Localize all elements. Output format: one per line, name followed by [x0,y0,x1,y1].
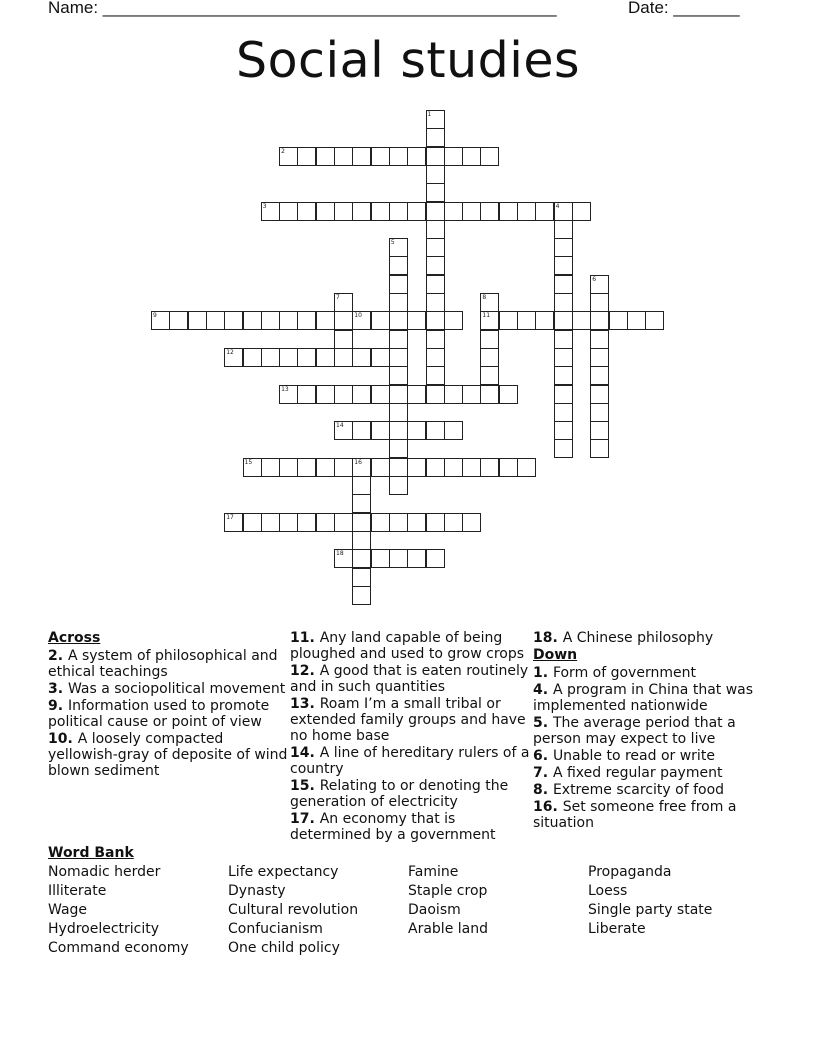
clue-text: The average period that a person may expect to live [533,715,736,747]
crossword-cell[interactable] [426,128,445,147]
crossword-cell[interactable] [371,311,390,330]
word-bank-item: Arable land [408,921,488,937]
clue-number: 4. [533,682,553,698]
clue-number: 12 [226,348,234,356]
word-bank-item: Cultural revolution [228,902,359,918]
clue-number: 6 [592,275,597,283]
word-bank-item: Famine [408,864,459,880]
crossword-cell[interactable] [480,293,499,312]
crossword-cell[interactable] [389,311,408,330]
crossword-cell[interactable] [462,202,481,221]
crossword-cell[interactable] [590,275,609,294]
crossword-cell[interactable] [389,330,408,349]
crossword-cell[interactable] [480,330,499,349]
clue-number: 13. [290,696,320,712]
crossword-cell[interactable] [352,586,371,605]
down-clue [533,765,763,781]
clue-number: 15. [290,778,320,794]
crossword-cell[interactable] [316,348,335,367]
clue-number: 11 [482,312,491,320]
clue-number: 1. [533,665,553,681]
crossword-cell[interactable] [371,385,390,404]
across-heading: Across [48,630,101,646]
clue-number: 4 [555,202,560,210]
crossword-cell[interactable] [572,311,591,330]
clue-text: A loosely compacted yellowish-gray of deposite of wind blown sediment [48,731,288,779]
crossword-cell[interactable] [389,275,408,294]
crossword-cell[interactable] [590,348,609,367]
crossword-cell[interactable] [426,165,445,184]
crossword-cell[interactable] [590,385,609,404]
crossword-cell[interactable] [243,311,262,330]
crossword-cell[interactable] [426,147,445,166]
crossword-cell[interactable] [389,458,408,477]
page-title: Social studies [235,32,581,89]
clue-text: A Chinese philosophy [562,630,714,646]
crossword-cell[interactable] [279,385,298,404]
crossword-cell[interactable] [480,311,499,330]
across-clue [290,630,530,662]
crossword-cell[interactable] [243,348,262,367]
crossword-cell[interactable] [224,513,243,532]
clue-number: 5. [533,715,553,731]
crossword-cell[interactable] [554,330,573,349]
crossword-cell[interactable] [334,293,353,312]
crossword-cell[interactable] [261,348,280,367]
crossword-cell[interactable] [334,348,353,367]
crossword-cell[interactable] [243,513,262,532]
crossword-cell[interactable] [517,202,536,221]
clue-text: A system of philosophical and ethical teachings [48,648,278,680]
crossword-cell[interactable] [426,311,445,330]
crossword-cell[interactable] [279,348,298,367]
crossword-cell[interactable] [261,513,280,532]
crossword-cell[interactable] [169,311,188,330]
crossword-cell[interactable] [590,421,609,440]
crossword-cell[interactable] [554,421,573,440]
crossword-cell[interactable] [389,202,408,221]
clue-text: Extreme scarcity of food [552,782,725,798]
crossword-cell[interactable] [261,311,280,330]
crossword-cell[interactable] [316,385,335,404]
word-bank-item: Single party state [588,902,713,918]
down-clue [533,782,763,798]
crossword-cell[interactable] [444,147,463,166]
crossword-cell[interactable] [480,202,499,221]
crossword-cell[interactable] [426,348,445,367]
crossword-cell[interactable] [389,513,408,532]
crossword-cell[interactable] [407,202,426,221]
across-clue [290,745,530,777]
down-clue [533,715,763,747]
crossword-cell[interactable] [462,385,481,404]
across-clue [48,731,288,779]
across-column-2 [290,630,530,844]
clue-number: 8 [482,294,487,301]
crossword-cell[interactable] [371,147,390,166]
crossword-cell[interactable] [352,385,371,404]
crossword-cell[interactable] [352,568,371,587]
crossword-cell[interactable] [572,202,591,221]
crossword-cell[interactable] [188,311,207,330]
clue-text: Any land capable of being ploughed and used to grow crops [290,630,525,662]
crossword-cell[interactable] [371,458,390,477]
clue-number: 3. [48,681,68,697]
crossword-cell[interactable] [462,147,481,166]
crossword-cell[interactable] [151,311,170,330]
crossword-cell[interactable] [297,311,316,330]
crossword-cell[interactable] [389,348,408,367]
clue-text: Form of government [552,665,696,681]
crossword-cell[interactable] [609,311,628,330]
crossword-cell[interactable] [334,202,353,221]
crossword-cell[interactable] [554,348,573,367]
crossword-cell[interactable] [352,494,371,513]
crossword-cell[interactable] [389,366,408,385]
word-bank-item: Command economy [48,940,189,956]
clue-number: 5 [390,239,395,247]
clue-text: Information used to promote political cause or point of view [48,698,270,730]
clue-number: 13 [281,385,289,393]
crossword-cell[interactable] [334,311,353,330]
crossword-cell[interactable] [444,421,463,440]
crossword-cell[interactable] [261,458,280,477]
crossword-cell[interactable] [297,385,316,404]
crossword-cell[interactable] [554,385,573,404]
crossword-cell[interactable] [480,385,499,404]
down-clue [533,682,763,714]
crossword-cell[interactable] [389,421,408,440]
clue-number: 18 [336,550,344,558]
crossword-cell[interactable] [352,513,371,532]
crossword-cell[interactable] [554,238,573,257]
clue-text: Set someone free from a situation [533,799,737,831]
crossword-cell[interactable] [444,513,463,532]
word-bank-heading: Word Bank [48,845,134,861]
crossword-cell[interactable] [590,330,609,349]
clue-text: Unable to read or write [552,748,715,764]
crossword-cell[interactable] [407,311,426,330]
crossword-cell[interactable] [517,458,536,477]
crossword-cell[interactable] [352,531,371,550]
crossword-cell[interactable] [371,421,390,440]
crossword-cell[interactable] [334,385,353,404]
crossword-cell[interactable] [334,147,353,166]
crossword-cell[interactable] [426,513,445,532]
clue-number: 9 [153,312,157,320]
clue-number: 7 [336,294,340,301]
crossword-cell[interactable] [261,202,280,221]
crossword-cell[interactable] [389,293,408,312]
crossword-cell[interactable] [352,147,371,166]
crossword-cell[interactable] [407,513,426,532]
crossword-cell[interactable] [297,458,316,477]
crossword-cell[interactable] [554,439,573,458]
crossword-cell[interactable] [499,385,518,404]
crossword-cell[interactable] [590,311,609,330]
crossword-cell[interactable] [389,147,408,166]
clue-text: An economy that is determined by a government [290,811,496,843]
crossword-cell[interactable] [590,439,609,458]
word-bank-item: Daoism [408,902,461,918]
crossword-cell[interactable] [389,549,408,568]
crossword-cell[interactable] [389,238,408,257]
crossword-cell[interactable] [316,513,335,532]
crossword-cell[interactable] [407,147,426,166]
clue-number: 17. [290,811,320,827]
word-bank-item: Liberate [588,921,646,937]
crossword-cell[interactable] [279,147,298,166]
crossword-cell[interactable] [499,202,518,221]
crossword-cell[interactable] [316,147,335,166]
word-bank-item: Nomadic herder [48,864,161,880]
crossword-cell[interactable] [426,293,445,312]
crossword-cell[interactable] [590,293,609,312]
crossword-cell[interactable] [352,202,371,221]
across-clue [290,696,530,744]
crossword-cell[interactable] [297,348,316,367]
word-bank-item: One child policy [228,940,340,956]
crossword-cell[interactable] [407,421,426,440]
crossword-cell[interactable] [334,458,353,477]
clue-text: A line of hereditary rulers of a country [290,745,530,777]
crossword-cell[interactable] [554,293,573,312]
down-clue [533,799,763,831]
clue-number: 10. [48,731,78,747]
down-heading: Down [533,647,578,663]
clue-number: 18. [533,630,563,646]
clue-number: 1 [427,111,432,118]
crossword-cell[interactable] [480,147,499,166]
clue-number: 6. [533,748,553,764]
crossword-cell[interactable] [316,311,335,330]
crossword-cell[interactable] [499,311,518,330]
word-bank-item: Hydroelectricity [48,921,160,937]
crossword-cell[interactable] [554,202,573,221]
crossword-cell[interactable] [371,549,390,568]
crossword-cell[interactable] [352,458,371,477]
crossword-cell[interactable] [279,458,298,477]
crossword-cell[interactable] [554,275,573,294]
clue-number: 14. [290,745,320,761]
crossword-cell[interactable] [426,238,445,257]
crossword-cell[interactable] [224,348,243,367]
crossword-cell[interactable] [444,202,463,221]
crossword-cell[interactable] [279,513,298,532]
crossword-cell[interactable] [426,421,445,440]
down-column [533,630,763,832]
crossword-cell[interactable] [462,513,481,532]
crossword-cell[interactable] [352,348,371,367]
crossword-cell[interactable] [334,421,353,440]
crossword-cell[interactable] [279,202,298,221]
clue-number: 7. [533,765,553,781]
crossword-cell[interactable] [444,311,463,330]
across-clue [48,698,288,730]
crossword-cell[interactable] [444,458,463,477]
clue-number: 15 [244,458,253,466]
crossword-cell[interactable] [407,549,426,568]
clue-number: 16 [354,458,362,466]
crossword-cell[interactable] [389,385,408,404]
word-bank-item: Staple crop [408,883,488,899]
clue-number: 2 [281,147,285,155]
across-clue [290,778,530,810]
word-bank-item: Wage [48,902,88,918]
crossword-cell[interactable] [554,366,573,385]
across-clue [533,630,763,646]
crossword-cell[interactable] [316,458,335,477]
across-clue [48,648,288,680]
crossword-cell[interactable] [426,220,445,239]
crossword-cell[interactable] [462,458,481,477]
crossword-cell[interactable] [554,220,573,239]
crossword-cell[interactable] [426,183,445,202]
clue-number: 9. [48,698,68,714]
crossword-cell[interactable] [426,366,445,385]
crossword-cell[interactable] [444,385,463,404]
crossword-cell[interactable] [480,458,499,477]
word-bank-item: Life expectancy [228,864,339,880]
clue-text: A fixed regular payment [552,765,723,781]
across-column-1 [48,630,288,780]
crossword-cell[interactable] [554,311,573,330]
crossword-cell[interactable] [334,513,353,532]
crossword-cell[interactable] [426,202,445,221]
clue-number: 14 [336,422,344,430]
crossword-cell[interactable] [334,549,353,568]
crossword-cell[interactable] [352,476,371,495]
crossword-cell[interactable] [554,256,573,275]
crossword-cell[interactable] [279,311,298,330]
crossword-cell[interactable] [517,311,536,330]
crossword-cell[interactable] [480,366,499,385]
crossword-cell[interactable] [407,458,426,477]
crossword-cell[interactable] [389,439,408,458]
clue-number: 2. [48,648,68,664]
clue-text: A program in China that was implemented nationwide [533,682,754,714]
crossword-cell[interactable] [297,202,316,221]
crossword-cell[interactable] [224,311,243,330]
crossword-cell[interactable] [352,421,371,440]
crossword-cell[interactable] [243,458,262,477]
across-clue [48,681,288,697]
crossword-cell[interactable] [297,513,316,532]
crossword-cell[interactable] [535,202,554,221]
crossword-cell[interactable] [499,458,518,477]
clue-number: 16. [533,799,563,815]
clue-number: 10 [354,312,362,320]
crossword-cell[interactable] [426,385,445,404]
crossword-cell[interactable] [352,311,371,330]
crossword-cell[interactable] [297,147,316,166]
down-clue [533,748,763,764]
across-clue [290,663,530,695]
clue-text: Relating to or denoting the generation of electricity [290,778,509,810]
crossword-cell[interactable] [426,549,445,568]
crossword-cell[interactable] [426,275,445,294]
down-clue [533,665,763,681]
clue-text: A good that is eaten routinely and in such quantities [290,663,529,695]
crossword-cell[interactable] [371,513,390,532]
clue-number: 3 [262,202,267,210]
word-bank-item: Illiterate [48,883,107,899]
clue-number: 8. [533,782,553,798]
crossword-cell[interactable] [426,330,445,349]
clue-number: 11. [290,630,320,646]
word-bank-item: Propaganda [588,864,672,880]
crossword-cell[interactable] [554,403,573,422]
crossword-cell[interactable] [352,549,371,568]
clue-text: Roam I’m a small tribal or extended family groups and have no home base [290,696,526,744]
word-bank-item: Loess [588,883,628,899]
crossword-cell[interactable] [371,348,390,367]
crossword-cell[interactable] [389,476,408,495]
crossword-cell[interactable] [389,403,408,422]
clue-number: 17 [226,513,234,521]
word-bank-item: Confucianism [228,921,323,937]
crossword-cell[interactable] [535,311,554,330]
crossword-cell[interactable] [480,348,499,367]
word-bank-item: Dynasty [228,883,286,899]
crossword-cell[interactable] [645,311,664,330]
clue-number: 12. [290,663,320,679]
crossword-cell[interactable] [334,330,353,349]
across-clue [290,811,530,843]
crossword-cell[interactable] [371,202,390,221]
crossword-cell[interactable] [389,256,408,275]
crossword-cell[interactable] [316,202,335,221]
crossword-cell[interactable] [426,256,445,275]
name-field[interactable]: Name: ________________________________________________ [48,0,557,17]
crossword-cell[interactable] [590,366,609,385]
crossword-cell[interactable] [206,311,225,330]
clue-text: Was a sociopolitical movement [67,681,286,697]
crossword-cell[interactable] [426,110,445,129]
date-field[interactable]: Date: _______ [628,0,740,17]
crossword-cell[interactable] [590,403,609,422]
crossword-cell[interactable] [407,385,426,404]
crossword-cell[interactable] [627,311,646,330]
crossword-cell[interactable] [426,458,445,477]
